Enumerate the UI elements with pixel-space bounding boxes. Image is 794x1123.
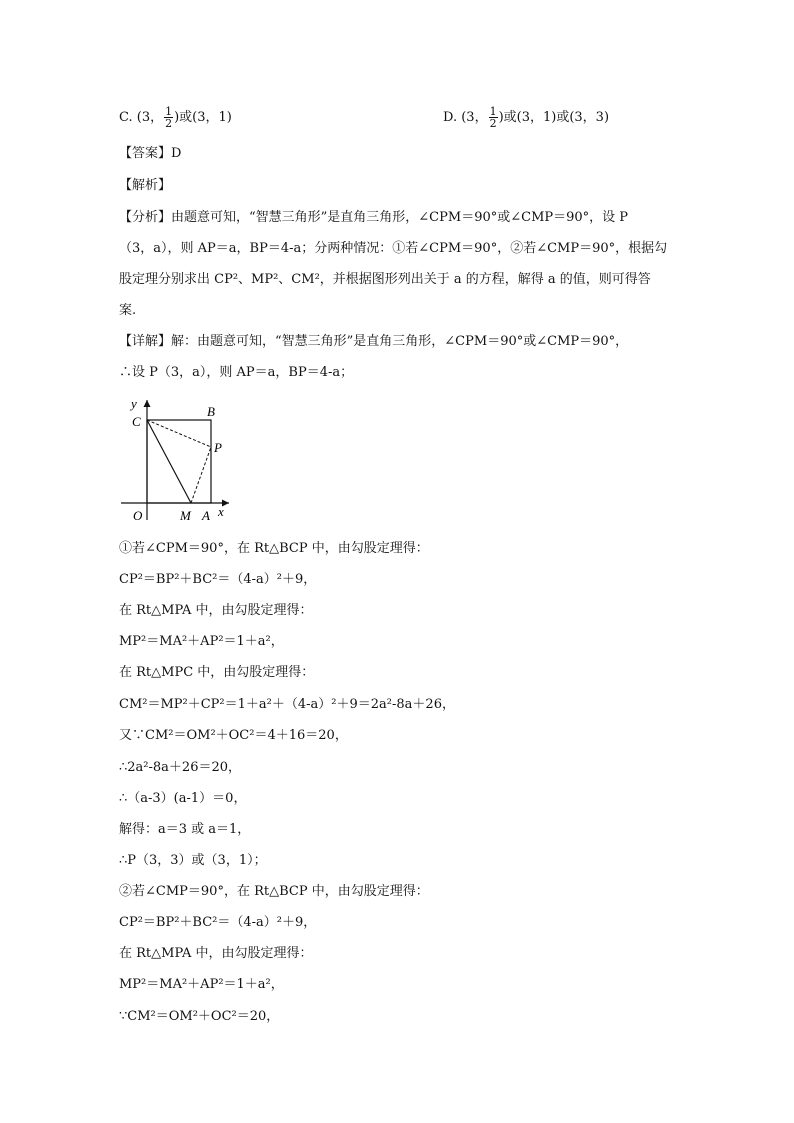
geometry-figure — [117, 396, 237, 526]
option-d-prefix: D. (3， — [443, 110, 488, 125]
step-line: CP²＝BP²＋BC²＝（4-a）²＋9， — [119, 572, 317, 587]
step-line: 又∵CM²＝OM²＋OC²＝4＋16＝20， — [119, 728, 348, 743]
label-x: x — [218, 504, 224, 519]
option-d — [443, 106, 609, 129]
step-line: ②若∠CMP＝90°，在 Rt△BCP 中，由勾股定理得： — [119, 884, 429, 899]
analysis-heading: 【解析】 — [119, 178, 172, 193]
segment-cm — [147, 420, 191, 503]
option-d-fraction — [489, 106, 498, 129]
step-line: ①若∠CPM＝90°，在 Rt△BCP 中，由勾股定理得： — [119, 541, 429, 556]
label-p: P — [214, 440, 222, 455]
label-o: O — [133, 508, 143, 523]
detail-line-2: ∴设 P（3，a），则 AP＝a，BP＝4-a； — [119, 365, 354, 380]
step-line: MP²＝MA²＋AP²＝1＋a²， — [119, 977, 284, 992]
analysis-line-2: （3，a），则 AP＝a，BP＝4-a；分两种情况：①若∠CPM＝90°，②若∠CMP＝90°，根据勾 — [119, 241, 668, 256]
analysis-line-4: 案. — [119, 303, 137, 318]
label-c: C — [132, 414, 141, 429]
label-b: B — [207, 404, 215, 419]
step-line: ∴（a-3）(a-1）＝0， — [119, 791, 247, 806]
step-line: CP²＝BP²＋BC²＝（4-a）²＋9， — [119, 915, 317, 930]
step-line: ∴2a²-8a＋26＝20， — [119, 760, 242, 775]
analysis-line-1: 【分析】由题意可知，“智慧三角形”是直角三角形，∠CPM＝90°或∠CMP＝90°，设 P — [119, 210, 629, 225]
step-line: 解得：a＝3 或 a＝1， — [119, 822, 251, 837]
step-line: MP²＝MA²＋AP²＝1＋a²， — [119, 634, 284, 649]
answer-line: 【答案】D — [119, 146, 182, 161]
label-a: A — [202, 508, 210, 523]
option-c — [119, 106, 232, 129]
option-c-fraction — [164, 106, 173, 129]
option-c-suffix: )或(3，1) — [174, 110, 232, 125]
analysis-line-3: 股定理分别求出 CP²、MP²、CM²，并根据图形列出关于 a 的方程，解得 a 的值，则可得答 — [119, 272, 651, 287]
segment-cp — [147, 420, 211, 447]
fraction-numerator: 1 — [489, 105, 497, 118]
step-line: 在 Rt△MPA 中，由勾股定理得： — [119, 946, 313, 961]
step-line: 在 Rt△MPC 中，由勾股定理得： — [119, 665, 315, 680]
step-line: ∵CM²＝OM²＋OC²＝20， — [119, 1009, 280, 1024]
step-line: CM²＝MP²＋CP²＝1＋a²＋（4-a）²＋9＝2a²-8a＋26， — [119, 697, 455, 712]
step-line: ∴P（3，3）或（3，1）； — [119, 853, 267, 868]
label-y: y — [131, 396, 137, 411]
detail-line-1: 【详解】解：由题意可知，“智慧三角形”是直角三角形，∠CPM＝90°或∠CMP＝90°， — [119, 334, 629, 349]
label-m: M — [180, 508, 191, 523]
rectangle-oabc — [147, 420, 211, 503]
option-d-suffix: )或(3，1)或(3，3) — [498, 110, 610, 125]
option-c-prefix: C. (3， — [119, 110, 164, 125]
fraction-numerator: 1 — [165, 105, 173, 118]
fraction-denominator: 2 — [489, 117, 497, 130]
step-line: 在 Rt△MPA 中，由勾股定理得： — [119, 603, 313, 618]
fraction-denominator: 2 — [165, 117, 173, 130]
segment-mp — [191, 447, 211, 503]
